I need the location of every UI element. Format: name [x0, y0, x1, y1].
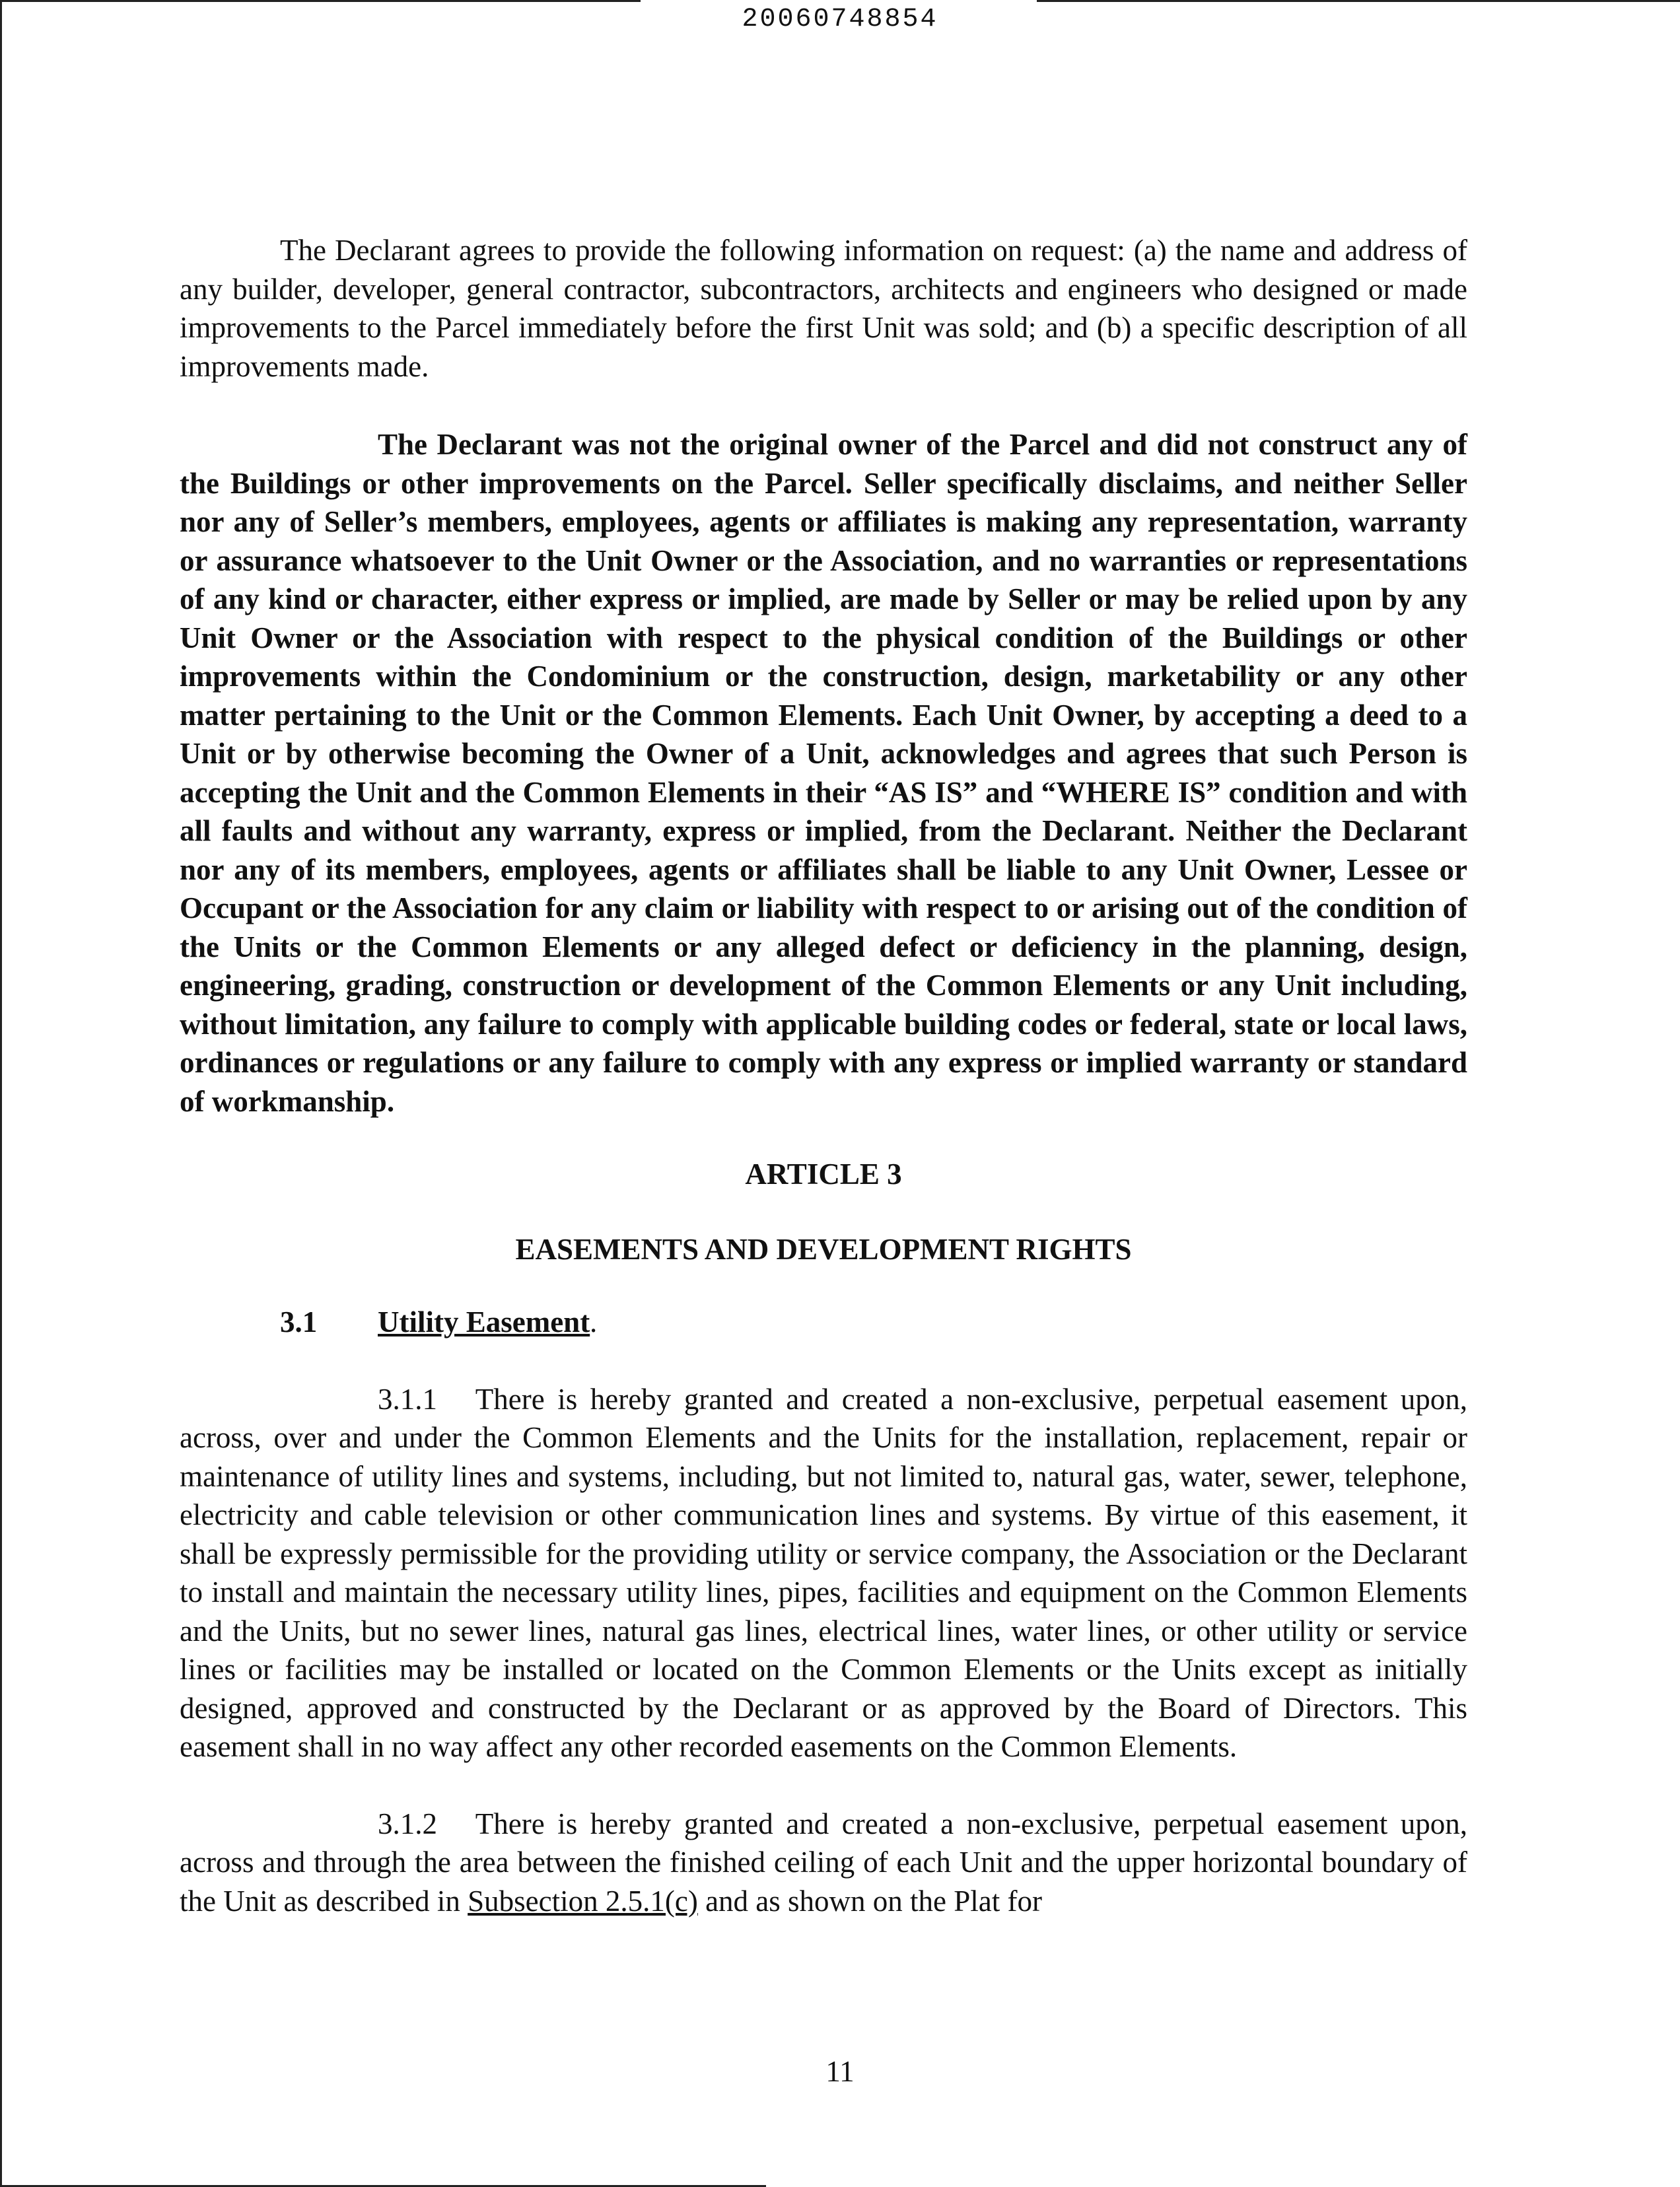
page-body [180, 231, 1467, 1920]
paragraph-information-request: The Declarant agrees to provide the following information on request: (a) the name and address of any builder, developer, general contractor, subcontractors, architects and engineers who designed or made improvements to the Parcel immediately before the first Unit was sold; and (b) a specific description of all improvements made. [180, 234, 1467, 383]
left-border [0, 0, 2, 2187]
subsection-3-1-2-text-b: and as shown on the Plat for [705, 1884, 1042, 1918]
subsection-3-1-2-number: 3.1.2 [378, 1807, 437, 1840]
subsection-3-1-1 [180, 1380, 1467, 1766]
section-title-period: . [590, 1305, 598, 1338]
article-title [180, 1230, 1467, 1269]
subsection-3-1-1-text: There is hereby granted and created a non-exclusive, perpetual easement upon, across, over and under the Common Elements and the Units for the installation, replacement, repair or maintenance of utility lines and systems, including, but not limited to, natural gas, water, sewer, telephone, electricity and cable television or other communication lines and systems. By virtue of this easement, it shall be expressly permissible for the providing utility or service company, the Association or the Declarant to install and maintain the necessary utility lines, pipes, facilities and equipment on the Common Elements and the Units, but no sewer lines, natural gas lines, electrical lines, water lines, or other utility or service lines or facilities may be installed or located on the Common Elements or the Units except as initially designed, approved and constructed by the Declarant or as approved by the Board of Directors. This easement shall in no way affect any other recorded easements on the Common Elements. [180, 1382, 1468, 1763]
article-title-text: EASEMENTS AND DEVELOPMENT RIGHTS [515, 1232, 1132, 1266]
section-title-wrap [378, 1303, 590, 1342]
article-heading [180, 1155, 1467, 1194]
subsection-reference-link: Subsection 2.5.1(c) [468, 1884, 698, 1918]
top-border-left [0, 0, 641, 2]
subsection-3-1-2-text-a: There is hereby granted and created a non-exclusive, perpetual easement upon, across and through the area between the finished ceiling of each Unit and the upper horizontal boundary of the Unit as described in [180, 1807, 1468, 1918]
top-border-right [1037, 0, 1680, 2]
document-number: 20060748854 [742, 5, 938, 34]
paragraph-disclaimer: The Declarant was not the original owner of the Parcel and did not construct any of the Buildings or other improvements on the Parcel. Seller specifically disclaims, and neither Seller nor any of Seller’s members, employees, agents or affiliates is making any representation, warranty or assurance whatsoever to the Unit Owner or the Association, and no warranties or representations of any kind or character, either express or implied, are made by Seller or may be relied upon by any Unit Owner or the Association with respect to the physical condition of the Buildings or other improvements within the Condominium or the construction, design, marketability or any other matter pertaining to the Unit or the Common Elements. Each Unit Owner, by accepting a deed to a Unit or by otherwise becoming the Owner of a Unit, acknowledges and agrees that such Person is accepting the Unit and the Common Elements in their “AS IS” and “WHERE IS” condition and with all faults and without any warranty, express or implied, from the Declarant. Neither the Declarant nor any of its members, employees, agents or affiliates shall be liable to any Unit Owner, Lessee or Occupant or the Association for any claim or liability with respect to or arising out of the condition of the Units or the Common Elements or any alleged defect or deficiency in the planning, design, engineering, grading, construction or development of the Common Elements or any Unit including, without limitation, any failure to comply with applicable building codes or federal, state or local laws, ordinances or regulations or any failure to comply with any express or implied warranty or standard of workmanship. [180, 428, 1467, 1118]
page-number: 11 [825, 2055, 855, 2088]
subsection-3-1-1-number: 3.1.1 [378, 1382, 437, 1416]
section-title: Utility Easement [378, 1305, 590, 1338]
article-number: ARTICLE 3 [745, 1158, 902, 1191]
section-heading [180, 1303, 1467, 1342]
section-number: 3.1 [280, 1305, 318, 1338]
subsection-3-1-2 [180, 1805, 1467, 1921]
